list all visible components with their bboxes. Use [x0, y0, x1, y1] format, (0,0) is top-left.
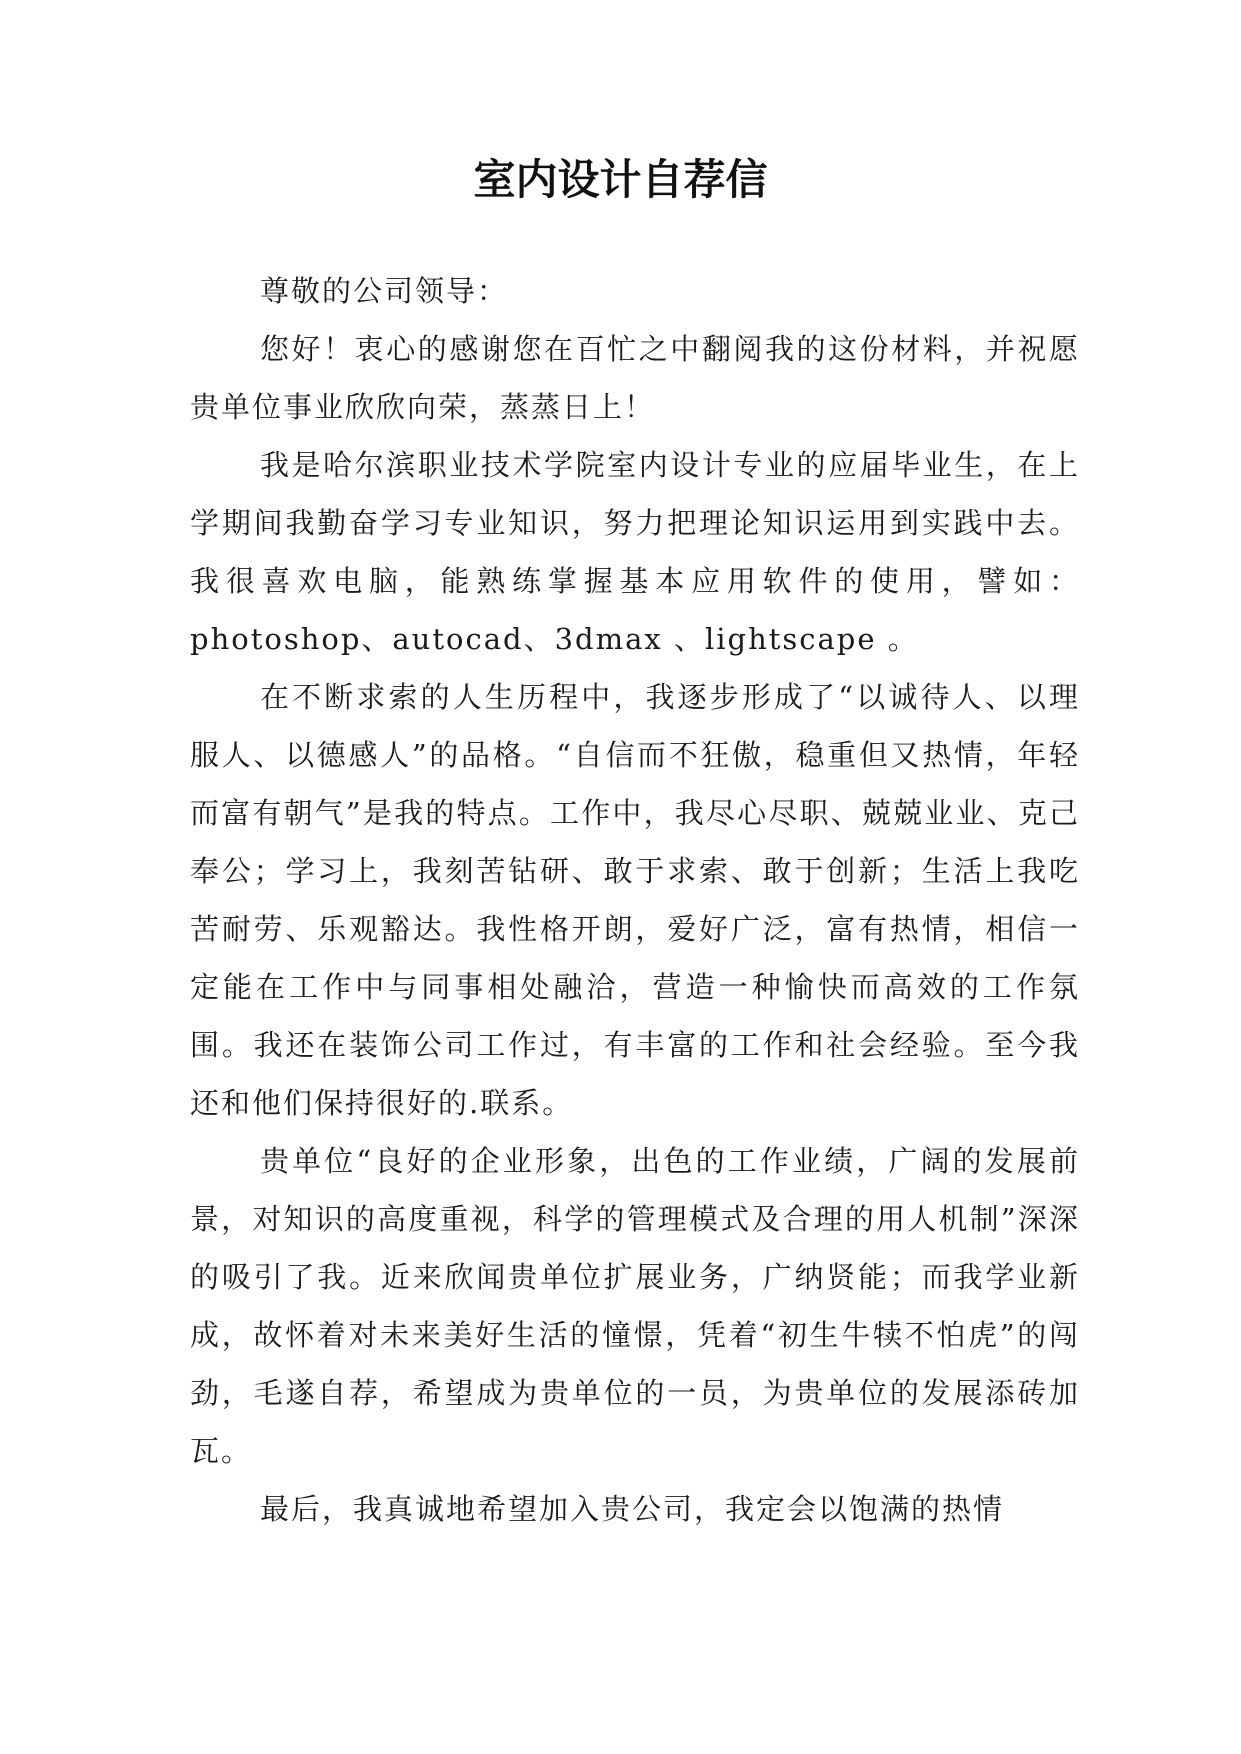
paragraph-company: 贵单位“良好的企业形象，出色的工作业绩，广阔的发展前景，对知识的高度重视，科学的管理模式及合理的用人机制”深深的吸引了我。近来欣闻贵单位扩展业务，广纳贤能；而我学业新成，故怀着对未来美好生活的憧憬，凭着“初生牛犊不怕虎”的闯劲，毛遂自荐，希望成为贵单位的一员，为贵单位的发展添砖加瓦。	[190, 1144, 1080, 1468]
paragraph-character: 在不断求索的人生历程中，我逐步形成了“以诚待人、以理服人、以德感人”的品格。“自信而不狂傲，稳重但又热情，年轻而富有朝气”是我的特点。工作中，我尽心尽职、兢兢业业、克己奉公；学习上，我刻苦钻研、敢于求索、敢于创新；生活上我吃苦耐劳、乐观豁达。我性格开朗，爱好广泛，富有热情，相信一定能在工作中与同事相处融洽，营造一种愉快而高效的工作氛围。我还在装饰公司工作过，有丰富的工作和社会经验。至今我还和他们保持很好的.联系。	[190, 680, 1080, 1120]
letter-body	[190, 262, 1080, 1538]
paragraph-greeting: 您好！衷心的感谢您在百忙之中翻阅我的这份材料，并祝愿贵单位事业欣欣向荣，蒸蒸日上！	[190, 332, 1080, 424]
salutation: 尊敬的公司领导：	[260, 274, 509, 308]
paragraph-closing: 最后，我真诚地希望加入贵公司，我定会以饱满的热情	[260, 1492, 1005, 1526]
paragraph-introduction: 我是哈尔滨职业技术学院室内设计专业的应届毕业生，在上学期间我勤奋学习专业知识，努力把理论知识运用到实践中去。我很喜欢电脑，能熟练掌握基本应用软件的使用，譬如：photoshop、autocad、3dmax 、lightscape 。	[190, 448, 1080, 656]
document-title: 室内设计自荐信	[473, 155, 768, 204]
